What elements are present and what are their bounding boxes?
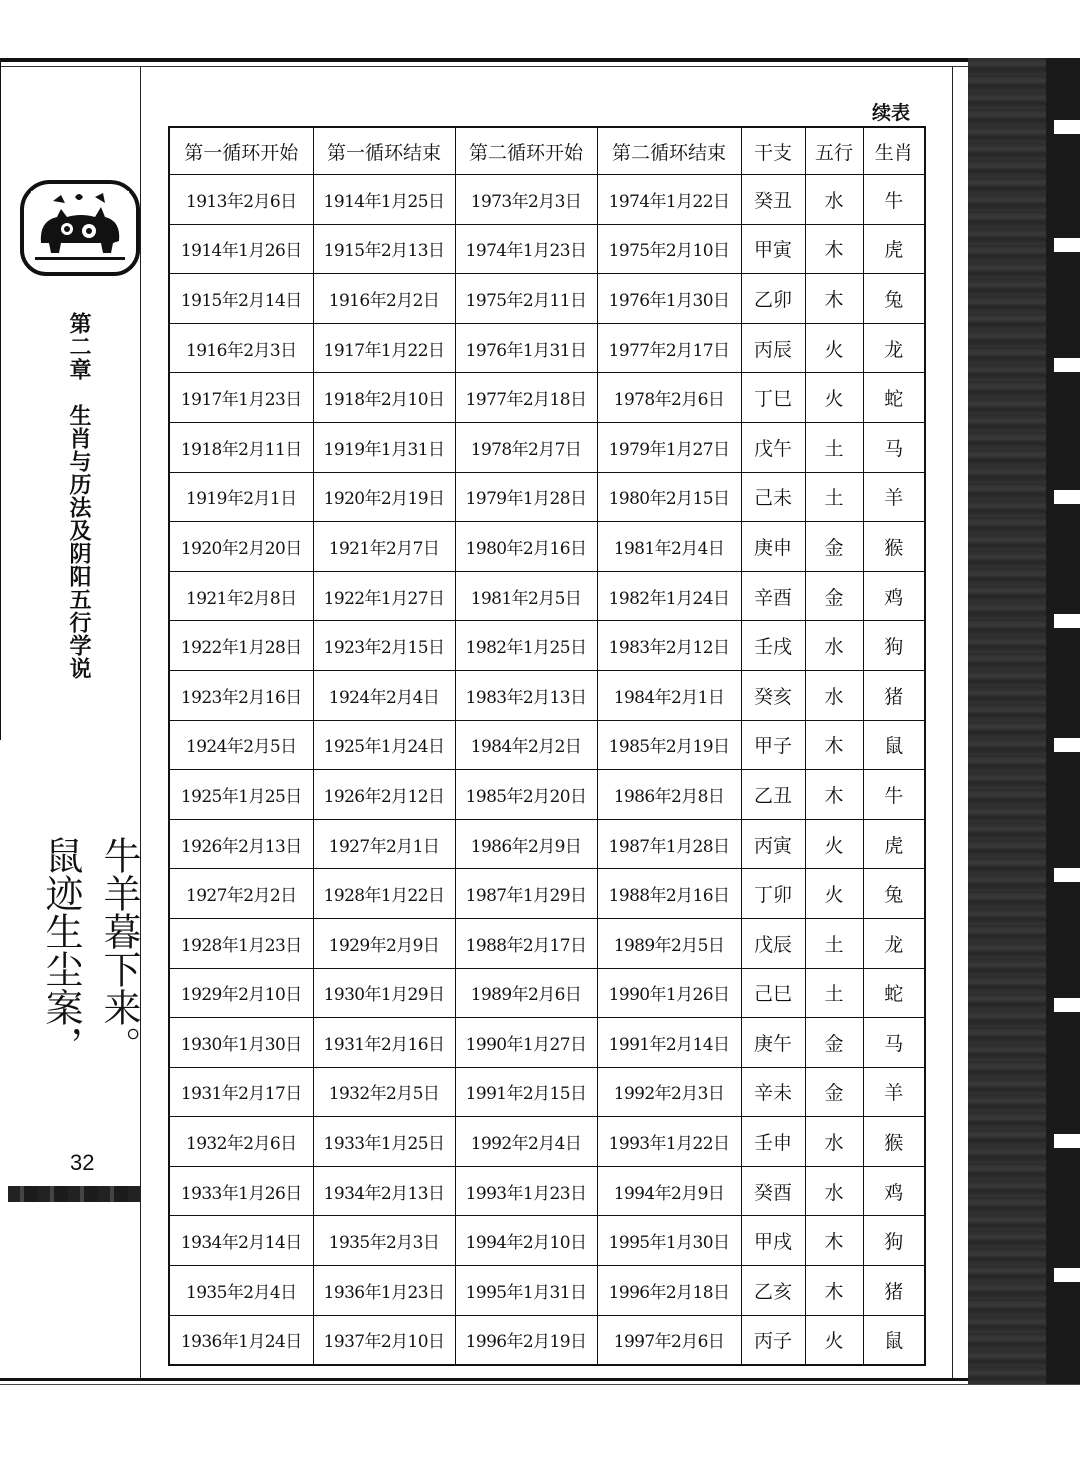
table-row	[169, 1266, 925, 1316]
cell-zodiac: 狗	[863, 1216, 925, 1266]
cell-cycle1-start: 1924年2月5日	[169, 720, 313, 770]
cell-wuxing: 水	[805, 175, 863, 225]
header-zodiac: 生肖	[863, 127, 925, 175]
page-number: 32	[70, 1150, 95, 1175]
cell-cycle1-end: 1914年1月25日	[313, 175, 455, 225]
cell-wuxing: 金	[805, 1018, 863, 1068]
cell-cycle2-start: 1982年1月25日	[455, 621, 597, 671]
cell-cycle1-end: 1931年2月16日	[313, 1018, 455, 1068]
cell-zodiac: 马	[863, 1018, 925, 1068]
cell-zodiac: 兔	[863, 274, 925, 324]
ox-papercut-emblem-icon	[20, 180, 140, 276]
cell-cycle2-start: 1991年2月15日	[455, 1067, 597, 1117]
table-row	[169, 1117, 925, 1167]
ox-icon	[31, 191, 129, 265]
cell-cycle2-start: 1989年2月6日	[455, 968, 597, 1018]
cell-ganzhi: 己未	[741, 472, 805, 522]
cell-cycle2-start: 1978年2月7日	[455, 422, 597, 472]
edge-notch	[1054, 120, 1080, 134]
cell-cycle2-end: 1997年2月6日	[597, 1315, 741, 1365]
cell-cycle2-end: 1985年2月19日	[597, 720, 741, 770]
header-wuxing: 五行	[805, 127, 863, 175]
cell-zodiac: 虎	[863, 224, 925, 274]
cell-cycle2-start: 1988年2月17日	[455, 918, 597, 968]
cell-cycle1-start: 1921年2月8日	[169, 571, 313, 621]
table-row	[169, 274, 925, 324]
table-row	[169, 968, 925, 1018]
cell-zodiac: 蛇	[863, 373, 925, 423]
cell-cycle2-end: 1995年1月30日	[597, 1216, 741, 1266]
cell-cycle2-end: 1992年2月3日	[597, 1067, 741, 1117]
cell-ganzhi: 壬戌	[741, 621, 805, 671]
cell-cycle2-end: 1983年2月12日	[597, 621, 741, 671]
cell-wuxing: 土	[805, 968, 863, 1018]
cell-zodiac: 兔	[863, 869, 925, 919]
cell-ganzhi: 壬申	[741, 1117, 805, 1167]
cell-cycle2-start: 1984年2月2日	[455, 720, 597, 770]
bleed-through-text	[988, 258, 1028, 1158]
cell-ganzhi: 庚午	[741, 1018, 805, 1068]
cell-cycle1-start: 1930年1月30日	[169, 1018, 313, 1068]
cell-cycle2-end: 1993年1月22日	[597, 1117, 741, 1167]
cell-cycle1-end: 1928年1月22日	[313, 869, 455, 919]
sidebar-divider	[140, 66, 141, 1378]
cell-ganzhi: 庚申	[741, 522, 805, 572]
cell-cycle2-end: 1981年2月4日	[597, 522, 741, 572]
cell-cycle1-start: 1928年1月23日	[169, 918, 313, 968]
header-cycle2-end: 第二循环结束	[597, 127, 741, 175]
cell-cycle1-start: 1936年1月24日	[169, 1315, 313, 1365]
table-row	[169, 1166, 925, 1216]
cell-ganzhi: 丙辰	[741, 323, 805, 373]
table-row	[169, 1216, 925, 1266]
cell-cycle1-end: 1936年1月23日	[313, 1266, 455, 1316]
cell-cycle1-end: 1915年2月13日	[313, 224, 455, 274]
table-row	[169, 770, 925, 820]
cell-cycle1-start: 1932年2月6日	[169, 1117, 313, 1167]
edge-notch	[1054, 238, 1080, 252]
header-cycle1-end: 第一循环结束	[313, 127, 455, 175]
cell-cycle1-start: 1918年2月11日	[169, 422, 313, 472]
cell-cycle1-start: 1913年2月6日	[169, 175, 313, 225]
chapter-title: 第二章 生肖与历法及阴阳五行学说	[66, 312, 91, 680]
cell-cycle2-start: 1980年2月16日	[455, 522, 597, 572]
cell-cycle2-end: 1989年2月5日	[597, 918, 741, 968]
table-row	[169, 1315, 925, 1365]
cell-zodiac: 龙	[863, 323, 925, 373]
cell-wuxing: 木	[805, 1216, 863, 1266]
cell-zodiac: 虎	[863, 819, 925, 869]
cell-ganzhi: 戊午	[741, 422, 805, 472]
edge-notch	[1054, 490, 1080, 504]
cell-cycle2-end: 1991年2月14日	[597, 1018, 741, 1068]
cell-cycle2-start: 1983年2月13日	[455, 670, 597, 720]
edge-notch	[1054, 1268, 1080, 1282]
cell-cycle1-start: 1919年2月1日	[169, 472, 313, 522]
cell-cycle1-start: 1927年2月2日	[169, 869, 313, 919]
cell-cycle1-start: 1920年2月20日	[169, 522, 313, 572]
cell-ganzhi: 丙子	[741, 1315, 805, 1365]
table-row	[169, 323, 925, 373]
bottom-rule-thin	[0, 1384, 1080, 1385]
cell-cycle2-end: 1978年2月6日	[597, 373, 741, 423]
cell-cycle2-end: 1984年2月1日	[597, 670, 741, 720]
cell-cycle1-start: 1934年2月14日	[169, 1216, 313, 1266]
page-number-bar	[8, 1186, 140, 1202]
cell-ganzhi: 癸亥	[741, 670, 805, 720]
cell-cycle1-end: 1926年2月12日	[313, 770, 455, 820]
cell-cycle2-end: 1996年2月18日	[597, 1266, 741, 1316]
table-row	[169, 224, 925, 274]
cell-zodiac: 蛇	[863, 968, 925, 1018]
cell-cycle1-start: 1915年2月14日	[169, 274, 313, 324]
cell-cycle1-end: 1919年1月31日	[313, 422, 455, 472]
cell-cycle2-end: 1990年1月26日	[597, 968, 741, 1018]
table-body	[169, 175, 925, 1366]
cell-ganzhi: 乙丑	[741, 770, 805, 820]
left-edge-rule	[0, 60, 1, 740]
cell-wuxing: 木	[805, 720, 863, 770]
cell-cycle1-start: 1933年1月26日	[169, 1166, 313, 1216]
cell-cycle2-start: 1994年2月10日	[455, 1216, 597, 1266]
cell-cycle1-end: 1927年2月1日	[313, 819, 455, 869]
cell-cycle1-end: 1937年2月10日	[313, 1315, 455, 1365]
table-row	[169, 621, 925, 671]
edge-notch	[1054, 358, 1080, 372]
page-edge-shadow	[1046, 58, 1080, 1384]
cell-zodiac: 龙	[863, 918, 925, 968]
cell-wuxing: 土	[805, 918, 863, 968]
cell-cycle2-start: 1975年2月11日	[455, 274, 597, 324]
cell-wuxing: 木	[805, 274, 863, 324]
cell-cycle1-start: 1923年2月16日	[169, 670, 313, 720]
table-row	[169, 373, 925, 423]
cell-wuxing: 水	[805, 1117, 863, 1167]
cell-zodiac: 猴	[863, 1117, 925, 1167]
table-row	[169, 1067, 925, 1117]
cell-zodiac: 鸡	[863, 571, 925, 621]
table-row	[169, 522, 925, 572]
cell-wuxing: 金	[805, 522, 863, 572]
cell-cycle2-start: 1986年2月9日	[455, 819, 597, 869]
poem-line-1: 牛羊暮下来。	[97, 836, 141, 1064]
cell-cycle1-end: 1918年2月10日	[313, 373, 455, 423]
cell-wuxing: 火	[805, 323, 863, 373]
cell-wuxing: 火	[805, 373, 863, 423]
cell-cycle1-start: 1931年2月17日	[169, 1067, 313, 1117]
cell-cycle1-end: 1917年1月22日	[313, 323, 455, 373]
cell-cycle1-end: 1925年1月24日	[313, 720, 455, 770]
table-row	[169, 819, 925, 869]
cell-wuxing: 木	[805, 224, 863, 274]
cell-cycle2-end: 1977年2月17日	[597, 323, 741, 373]
table-row	[169, 571, 925, 621]
cell-cycle1-end: 1930年1月29日	[313, 968, 455, 1018]
cell-cycle2-end: 1976年1月30日	[597, 274, 741, 324]
cell-cycle2-end: 1994年2月9日	[597, 1166, 741, 1216]
cell-cycle2-end: 1988年2月16日	[597, 869, 741, 919]
cell-wuxing: 木	[805, 770, 863, 820]
cell-ganzhi: 甲寅	[741, 224, 805, 274]
cell-cycle1-start: 1935年2月4日	[169, 1266, 313, 1316]
cell-cycle1-start: 1929年2月10日	[169, 968, 313, 1018]
cell-ganzhi: 癸丑	[741, 175, 805, 225]
cell-cycle2-start: 1993年1月23日	[455, 1166, 597, 1216]
cell-cycle1-end: 1934年2月13日	[313, 1166, 455, 1216]
cell-cycle2-end: 1987年1月28日	[597, 819, 741, 869]
top-rule	[0, 58, 968, 62]
cell-cycle1-end: 1932年2月5日	[313, 1067, 455, 1117]
cell-cycle1-end: 1920年2月19日	[313, 472, 455, 522]
edge-notch	[1054, 998, 1080, 1012]
cell-ganzhi: 乙卯	[741, 274, 805, 324]
cell-cycle1-end: 1935年2月3日	[313, 1216, 455, 1266]
header-ganzhi: 干支	[741, 127, 805, 175]
cell-ganzhi: 丁卯	[741, 869, 805, 919]
cell-ganzhi: 己巳	[741, 968, 805, 1018]
cell-cycle2-start: 1979年1月28日	[455, 472, 597, 522]
cell-wuxing: 木	[805, 1266, 863, 1316]
cell-zodiac: 鸡	[863, 1166, 925, 1216]
cell-ganzhi: 辛酉	[741, 571, 805, 621]
cell-cycle1-start: 1914年1月26日	[169, 224, 313, 274]
cell-zodiac: 牛	[863, 770, 925, 820]
cell-cycle2-start: 1981年2月5日	[455, 571, 597, 621]
cell-zodiac: 羊	[863, 1067, 925, 1117]
bottom-rule	[0, 1378, 1080, 1381]
right-frame-rule	[952, 66, 953, 1378]
header-cycle2-start: 第二循环开始	[455, 127, 597, 175]
poem-line-2: 鼠迹生尘案，	[39, 836, 83, 1064]
cell-wuxing: 土	[805, 422, 863, 472]
cell-wuxing: 金	[805, 1067, 863, 1117]
cell-cycle2-end: 1986年2月8日	[597, 770, 741, 820]
cell-zodiac: 马	[863, 422, 925, 472]
adjacent-page-strip	[968, 58, 1080, 1384]
cell-wuxing: 水	[805, 621, 863, 671]
cell-zodiac: 猪	[863, 1266, 925, 1316]
cell-ganzhi: 丙寅	[741, 819, 805, 869]
table-row	[169, 422, 925, 472]
table-row	[169, 670, 925, 720]
table-row	[169, 175, 925, 225]
cell-zodiac: 牛	[863, 175, 925, 225]
table-row	[169, 1018, 925, 1068]
cell-wuxing: 水	[805, 1166, 863, 1216]
table-row	[169, 472, 925, 522]
cell-ganzhi: 癸酉	[741, 1166, 805, 1216]
cell-zodiac: 猪	[863, 670, 925, 720]
cell-zodiac: 狗	[863, 621, 925, 671]
cell-cycle2-start: 1987年1月29日	[455, 869, 597, 919]
cell-cycle2-end: 1982年1月24日	[597, 571, 741, 621]
cell-ganzhi: 丁巳	[741, 373, 805, 423]
edge-notch	[1054, 1134, 1080, 1148]
edge-notch	[1054, 868, 1080, 882]
table-row	[169, 869, 925, 919]
cell-ganzhi: 辛未	[741, 1067, 805, 1117]
cell-cycle2-start: 1995年1月31日	[455, 1266, 597, 1316]
cell-wuxing: 火	[805, 1315, 863, 1365]
cell-wuxing: 火	[805, 869, 863, 919]
cell-cycle1-end: 1924年2月4日	[313, 670, 455, 720]
cell-cycle1-end: 1922年1月27日	[313, 571, 455, 621]
cell-wuxing: 水	[805, 670, 863, 720]
cell-cycle2-start: 1973年2月3日	[455, 175, 597, 225]
cell-cycle2-start: 1992年2月4日	[455, 1117, 597, 1167]
cell-cycle2-end: 1974年1月22日	[597, 175, 741, 225]
cell-cycle2-start: 1985年2月20日	[455, 770, 597, 820]
cell-cycle1-start: 1922年1月28日	[169, 621, 313, 671]
cell-cycle1-start: 1926年2月13日	[169, 819, 313, 869]
table-header-row	[169, 127, 925, 175]
cell-wuxing: 土	[805, 472, 863, 522]
cell-cycle1-end: 1923年2月15日	[313, 621, 455, 671]
top-rule-thin	[0, 66, 968, 67]
cell-cycle2-end: 1980年2月15日	[597, 472, 741, 522]
cell-cycle1-end: 1921年2月7日	[313, 522, 455, 572]
cell-wuxing: 火	[805, 819, 863, 869]
cell-cycle1-end: 1933年1月25日	[313, 1117, 455, 1167]
cell-cycle2-start: 1990年1月27日	[455, 1018, 597, 1068]
table-row	[169, 720, 925, 770]
cell-ganzhi: 戊辰	[741, 918, 805, 968]
cell-cycle1-start: 1917年1月23日	[169, 373, 313, 423]
header-cycle1-start: 第一循环开始	[169, 127, 313, 175]
cell-cycle1-end: 1916年2月2日	[313, 274, 455, 324]
cell-wuxing: 金	[805, 571, 863, 621]
cell-cycle1-start: 1925年1月25日	[169, 770, 313, 820]
cell-cycle2-start: 1976年1月31日	[455, 323, 597, 373]
zodiac-cycle-table	[168, 126, 926, 1366]
edge-notch	[1054, 738, 1080, 752]
table-row	[169, 918, 925, 968]
cell-cycle2-end: 1979年1月27日	[597, 422, 741, 472]
cell-cycle2-end: 1975年2月10日	[597, 224, 741, 274]
cell-zodiac: 猴	[863, 522, 925, 572]
cell-cycle2-start: 1977年2月18日	[455, 373, 597, 423]
cell-cycle2-start: 1996年2月19日	[455, 1315, 597, 1365]
cell-zodiac: 鼠	[863, 720, 925, 770]
edge-notch	[1054, 614, 1080, 628]
cell-ganzhi: 乙亥	[741, 1266, 805, 1316]
cell-ganzhi: 甲戌	[741, 1216, 805, 1266]
cell-ganzhi: 甲子	[741, 720, 805, 770]
cell-cycle1-end: 1929年2月9日	[313, 918, 455, 968]
cell-cycle1-start: 1916年2月3日	[169, 323, 313, 373]
cell-cycle2-start: 1974年1月23日	[455, 224, 597, 274]
continued-label: 续表	[872, 102, 911, 124]
cell-zodiac: 鼠	[863, 1315, 925, 1365]
cell-zodiac: 羊	[863, 472, 925, 522]
